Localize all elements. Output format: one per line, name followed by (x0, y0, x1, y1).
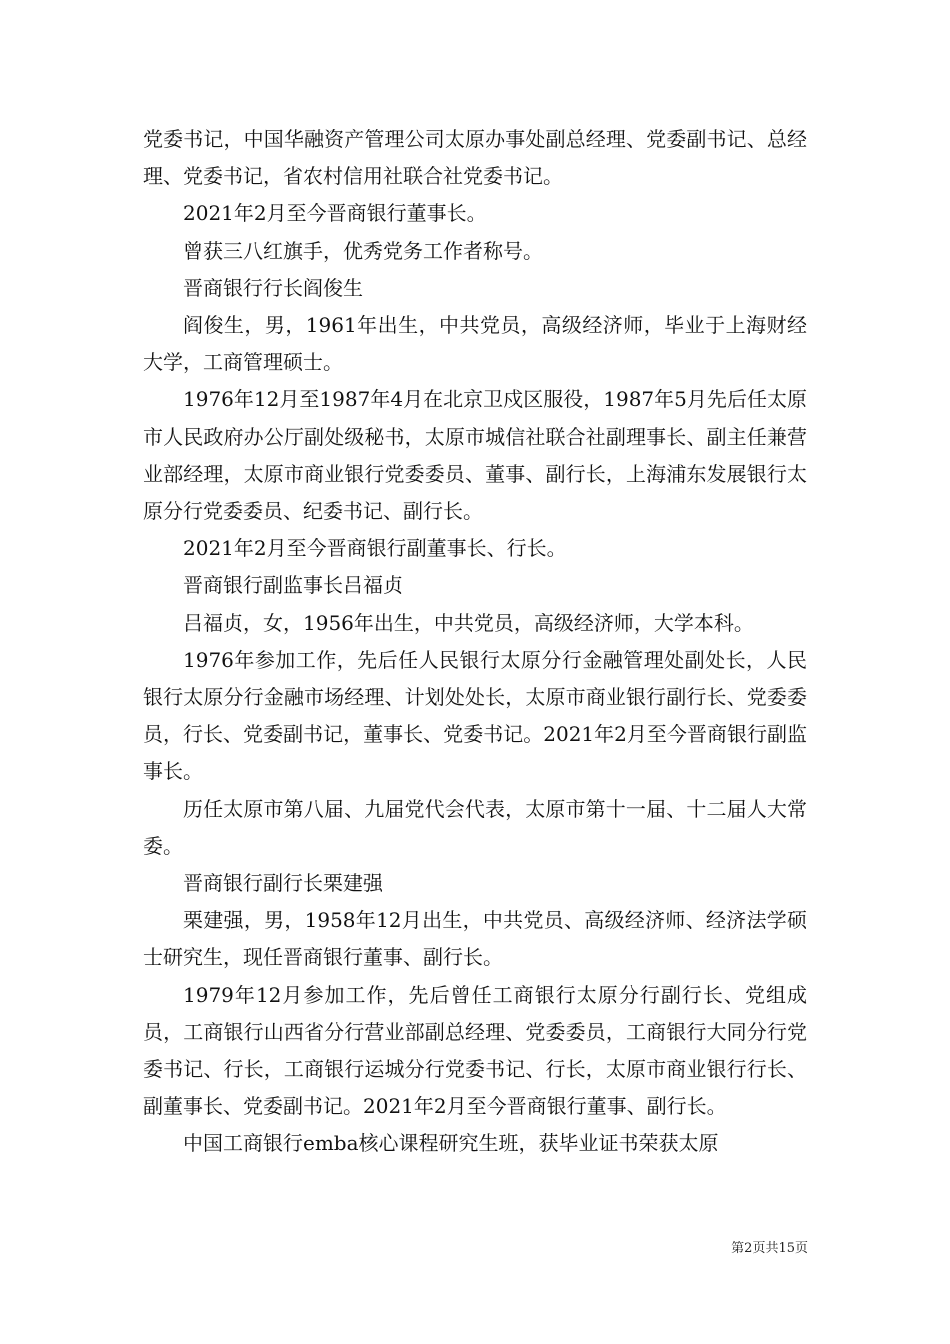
paragraph-president-intro: 阎俊生，男，1961年出生，中共党员，高级经济师，毕业于上海财经大学，工商管理硕士。 (143, 313, 807, 375)
paragraph-chairman-honors: 曾获三八红旗手，优秀党务工作者称号。 (183, 238, 543, 263)
paragraph-vice-supervisor-intro: 吕福贞，女，1956年出生，中共党员，高级经济师，大学本科。 (183, 610, 754, 635)
paragraph-vice-president-education: 中国工商银行emba核心课程研究生班，获毕业证书荣获太原 (183, 1131, 719, 1156)
heading-vice-president: 晋商银行副行长栗建强 (183, 871, 383, 896)
heading-vice-supervisor: 晋商银行副监事长吕福贞 (183, 573, 403, 598)
paragraph-president-term: 2021年2月至今晋商银行副董事长、行长。 (183, 536, 567, 561)
paragraph-vice-supervisor-career: 1976年参加工作，先后任人民银行太原分行金融管理处副处长，人民银行太原分行金融市场经理、计划处处长，太原市商业银行副行长、党委委员，行长、党委副书记，董事长、党委书记。2021年2月至今晋商银行副监事长。 (143, 647, 807, 784)
paragraph-president-career: 1976年12月至1987年4月在北京卫戍区服役，1987年5月先后任太原市人民政府办公厅副处级秘书，太原市城信社联合社副理事长、副主任兼营业部经理，太原市商业银行党委委员、董事、副行长，上海浦东发展银行太原分行党委委员、纪委书记、副行长。 (143, 387, 807, 524)
paragraph-vice-president-intro: 栗建强，男，1958年12月出生，中共党员、高级经济师、经济法学硕士研究生，现任晋商银行董事、副行长。 (143, 908, 807, 970)
page-number: 第2页共15页 (731, 1241, 808, 1256)
paragraph-vice-president-career: 1979年12月参加工作，先后曾任工商银行太原分行副行长、党组成员，工商银行山西省分行营业部副总经理、党委委员，工商银行大同分行党委书记、行长，工商银行运城分行党委书记、行长，太原市商业银行行长、副董事长、党委副书记。2021年2月至今晋商银行董事、副行长。 (143, 982, 807, 1119)
heading-president: 晋商银行行长阎俊生 (183, 275, 363, 300)
paragraph-continuation: 党委书记，中国华融资产管理公司太原办事处副总经理、党委副书记、总经理、党委书记，省农村信用社联合社党委书记。 (143, 127, 807, 189)
paragraph-vice-supervisor-roles: 历任太原市第八届、九届党代会代表，太原市第十一届、十二届人大常委。 (143, 796, 807, 858)
paragraph-chairman-term: 2021年2月至今晋商银行董事长。 (183, 201, 487, 226)
document-body (143, 121, 807, 1163)
